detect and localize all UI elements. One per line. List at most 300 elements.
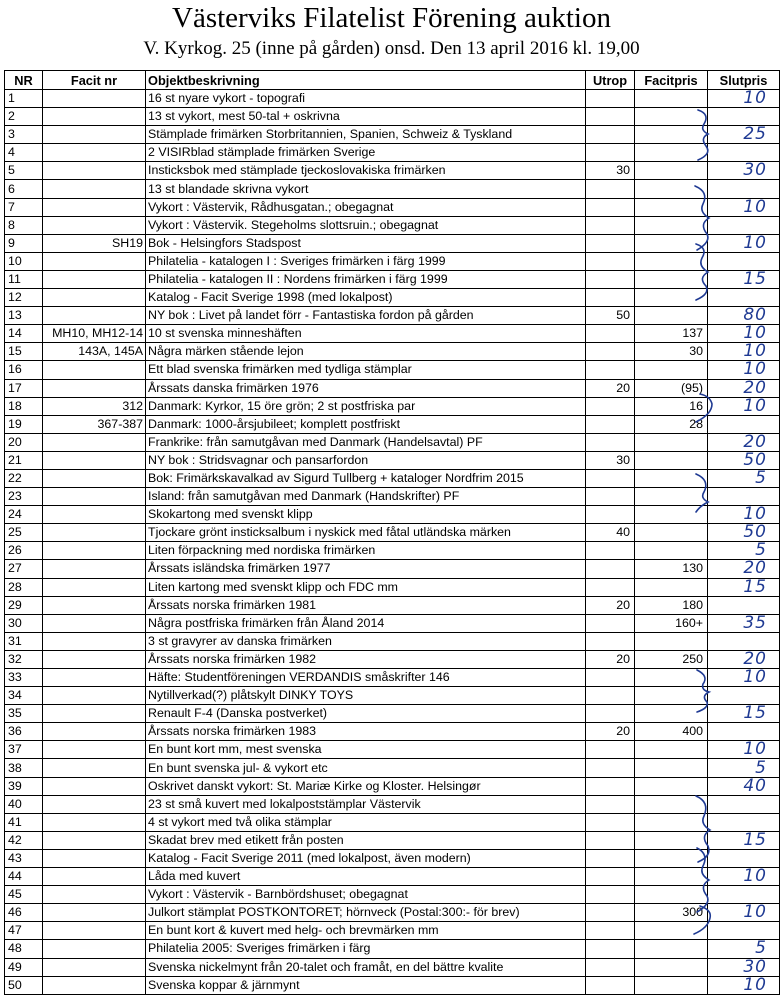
cell-facit bbox=[43, 289, 146, 307]
cell-utrop bbox=[586, 632, 635, 650]
cell-desc: Låda med kuvert bbox=[146, 868, 586, 886]
cell-slut bbox=[708, 216, 780, 234]
cell-facit bbox=[43, 270, 146, 288]
cell-slut: 10 bbox=[708, 506, 780, 524]
cell-fpris bbox=[635, 795, 708, 813]
cell-utrop bbox=[586, 795, 635, 813]
cell-desc: Bok: Frimärkskavalkad av Sigurd Tullberg + kataloger Nordfrim 2015 bbox=[146, 469, 586, 487]
cell-slut: 10 bbox=[708, 343, 780, 361]
cell-slut: 20 bbox=[708, 650, 780, 668]
cell-utrop bbox=[586, 777, 635, 795]
cell-desc: Oskrivet danskt vykort: St. Mariæ Kirke og Kloster. Helsingør bbox=[146, 777, 586, 795]
cell-desc: 23 st små kuvert med lokalpoststämplar Västervik bbox=[146, 795, 586, 813]
cell-facit bbox=[43, 596, 146, 614]
cell-nr: 31 bbox=[5, 632, 43, 650]
cell-slut bbox=[708, 795, 780, 813]
table-row bbox=[5, 307, 780, 325]
table-row bbox=[5, 669, 780, 687]
table-row bbox=[5, 108, 780, 126]
cell-nr: 17 bbox=[5, 379, 43, 397]
table-row bbox=[5, 252, 780, 270]
cell-nr: 41 bbox=[5, 813, 43, 831]
cell-utrop bbox=[586, 90, 635, 108]
table-row bbox=[5, 868, 780, 886]
table-row bbox=[5, 379, 780, 397]
cell-desc: Årssats danska frimärken 1976 bbox=[146, 379, 586, 397]
cell-facit bbox=[43, 180, 146, 198]
cell-utrop bbox=[586, 976, 635, 994]
cell-slut: 10 bbox=[708, 868, 780, 886]
cell-utrop bbox=[586, 433, 635, 451]
cell-fpris bbox=[635, 849, 708, 867]
cell-utrop bbox=[586, 108, 635, 126]
cell-fpris bbox=[635, 180, 708, 198]
table-row bbox=[5, 397, 780, 415]
cell-fpris: 30 bbox=[635, 343, 708, 361]
table-row bbox=[5, 705, 780, 723]
cell-utrop bbox=[586, 198, 635, 216]
cell-nr: 45 bbox=[5, 886, 43, 904]
cell-utrop bbox=[586, 144, 635, 162]
header-row bbox=[5, 71, 780, 90]
cell-slut bbox=[708, 180, 780, 198]
cell-facit bbox=[43, 650, 146, 668]
cell-slut: 50 bbox=[708, 524, 780, 542]
cell-desc: En bunt kort & kuvert med helg- och brevmärken mm bbox=[146, 922, 586, 940]
table-row bbox=[5, 343, 780, 361]
cell-utrop bbox=[586, 234, 635, 252]
cell-facit bbox=[43, 976, 146, 994]
cell-slut bbox=[708, 687, 780, 705]
table-row bbox=[5, 940, 780, 958]
cell-fpris bbox=[635, 234, 708, 252]
table-row bbox=[5, 795, 780, 813]
cell-nr: 39 bbox=[5, 777, 43, 795]
cell-desc: Liten förpackning med nordiska frimärken bbox=[146, 542, 586, 560]
page-title: Västerviks Filatelist Förening auktion bbox=[172, 2, 611, 34]
cell-slut bbox=[708, 922, 780, 940]
cell-fpris: 137 bbox=[635, 325, 708, 343]
cell-slut: 10 bbox=[708, 361, 780, 379]
cell-fpris bbox=[635, 216, 708, 234]
cell-desc: Tjockare grönt insticksalbum i nyskick med fåtal utländska märken bbox=[146, 524, 586, 542]
cell-desc: Stämplade frimärken Storbritannien, Spanien, Schweiz & Tyskland bbox=[146, 126, 586, 144]
cell-slut: 5 bbox=[708, 469, 780, 487]
cell-desc: Häfte: Studentföreningen VERDANDIS småskrifter 146 bbox=[146, 669, 586, 687]
cell-utrop: 20 bbox=[586, 596, 635, 614]
cell-fpris bbox=[635, 506, 708, 524]
cell-facit bbox=[43, 361, 146, 379]
table-row bbox=[5, 777, 780, 795]
cell-slut bbox=[708, 632, 780, 650]
cell-nr: 14 bbox=[5, 325, 43, 343]
cell-slut bbox=[708, 849, 780, 867]
cell-nr: 9 bbox=[5, 234, 43, 252]
cell-fpris bbox=[635, 813, 708, 831]
cell-utrop: 20 bbox=[586, 723, 635, 741]
cell-facit bbox=[43, 560, 146, 578]
cell-utrop bbox=[586, 180, 635, 198]
cell-fpris: 250 bbox=[635, 650, 708, 668]
cell-desc: Några märken stående lejon bbox=[146, 343, 586, 361]
cell-nr: 32 bbox=[5, 650, 43, 668]
cell-slut: 30 bbox=[708, 958, 780, 976]
cell-nr: 24 bbox=[5, 506, 43, 524]
cell-fpris bbox=[635, 669, 708, 687]
cell-nr: 42 bbox=[5, 831, 43, 849]
cell-facit bbox=[43, 723, 146, 741]
table-row bbox=[5, 596, 780, 614]
cell-slut bbox=[708, 108, 780, 126]
cell-facit bbox=[43, 632, 146, 650]
cell-facit bbox=[43, 126, 146, 144]
cell-utrop bbox=[586, 687, 635, 705]
cell-desc: Insticksbok med stämplade tjeckoslovakiska frimärken bbox=[146, 162, 586, 180]
cell-fpris bbox=[635, 687, 708, 705]
cell-utrop bbox=[586, 669, 635, 687]
cell-nr: 6 bbox=[5, 180, 43, 198]
table-row bbox=[5, 289, 780, 307]
cell-fpris bbox=[635, 976, 708, 994]
cell-facit bbox=[43, 433, 146, 451]
cell-desc: 4 st vykort med två olika stämplar bbox=[146, 813, 586, 831]
table-row bbox=[5, 524, 780, 542]
cell-fpris bbox=[635, 940, 708, 958]
cell-facit bbox=[43, 469, 146, 487]
table-row bbox=[5, 741, 780, 759]
cell-fpris bbox=[635, 451, 708, 469]
cell-fpris: 16 bbox=[635, 397, 708, 415]
cell-fpris: (95) bbox=[635, 379, 708, 397]
cell-slut: 10 bbox=[708, 397, 780, 415]
cell-slut: 10 bbox=[708, 90, 780, 108]
cell-utrop bbox=[586, 813, 635, 831]
cell-facit bbox=[43, 958, 146, 976]
cell-nr: 18 bbox=[5, 397, 43, 415]
cell-nr: 36 bbox=[5, 723, 43, 741]
table-row bbox=[5, 723, 780, 741]
cell-nr: 20 bbox=[5, 433, 43, 451]
cell-desc: Liten kartong med svenskt klipp och FDC mm bbox=[146, 578, 586, 596]
cell-slut: 10 bbox=[708, 669, 780, 687]
cell-facit: 312 bbox=[43, 397, 146, 415]
cell-desc: Bok - Helsingfors Stadspost bbox=[146, 234, 586, 252]
table-row bbox=[5, 849, 780, 867]
cell-slut: 15 bbox=[708, 705, 780, 723]
table-row bbox=[5, 632, 780, 650]
cell-desc: Några postfriska frimärken från Åland 2014 bbox=[146, 614, 586, 632]
cell-desc: Vykort : Västervik, Rådhusgatan.; obegagnat bbox=[146, 198, 586, 216]
cell-utrop bbox=[586, 469, 635, 487]
cell-fpris: 180 bbox=[635, 596, 708, 614]
cell-fpris: 28 bbox=[635, 415, 708, 433]
page-subtitle: V. Kyrkog. 25 (inne på gården) onsd. Den 13 april 2016 kl. 19,00 bbox=[143, 38, 640, 59]
table-row bbox=[5, 578, 780, 596]
cell-utrop bbox=[586, 270, 635, 288]
cell-fpris: 300 bbox=[635, 904, 708, 922]
cell-utrop bbox=[586, 415, 635, 433]
cell-slut: 35 bbox=[708, 614, 780, 632]
cell-facit bbox=[43, 705, 146, 723]
cell-desc: Ett blad svenska frimärken med tydliga stämplar bbox=[146, 361, 586, 379]
cell-nr: 38 bbox=[5, 759, 43, 777]
cell-desc: Nytillverkad(?) plåtskylt DINKY TOYS bbox=[146, 687, 586, 705]
cell-fpris bbox=[635, 252, 708, 270]
cell-nr: 13 bbox=[5, 307, 43, 325]
cell-desc: Katalog - Facit Sverige 1998 (med lokalpost) bbox=[146, 289, 586, 307]
cell-utrop: 20 bbox=[586, 379, 635, 397]
cell-desc: 3 st gravyrer av danska frimärken bbox=[146, 632, 586, 650]
cell-utrop bbox=[586, 922, 635, 940]
cell-utrop bbox=[586, 904, 635, 922]
cell-facit bbox=[43, 524, 146, 542]
cell-nr: 12 bbox=[5, 289, 43, 307]
cell-desc: Årssats norska frimärken 1981 bbox=[146, 596, 586, 614]
table-row bbox=[5, 542, 780, 560]
cell-fpris bbox=[635, 831, 708, 849]
cell-slut: 20 bbox=[708, 560, 780, 578]
cell-nr: 28 bbox=[5, 578, 43, 596]
cell-utrop: 50 bbox=[586, 307, 635, 325]
cell-slut: 10 bbox=[708, 234, 780, 252]
table-row bbox=[5, 813, 780, 831]
cell-desc: En bunt svenska jul- & vykort etc bbox=[146, 759, 586, 777]
cell-fpris bbox=[635, 958, 708, 976]
cell-fpris bbox=[635, 524, 708, 542]
cell-slut: 15 bbox=[708, 270, 780, 288]
cell-nr: 48 bbox=[5, 940, 43, 958]
cell-facit bbox=[43, 252, 146, 270]
cell-nr: 22 bbox=[5, 469, 43, 487]
cell-facit bbox=[43, 741, 146, 759]
col-header-nr: NR bbox=[5, 71, 43, 90]
cell-nr: 46 bbox=[5, 904, 43, 922]
cell-fpris: 160+ bbox=[635, 614, 708, 632]
cell-fpris bbox=[635, 886, 708, 904]
cell-nr: 25 bbox=[5, 524, 43, 542]
cell-desc: Skokartong med svenskt klipp bbox=[146, 506, 586, 524]
cell-desc: Renault F-4 (Danska postverket) bbox=[146, 705, 586, 723]
table-row bbox=[5, 759, 780, 777]
cell-slut bbox=[708, 813, 780, 831]
col-header-utrop: Utrop bbox=[586, 71, 635, 90]
cell-desc: 16 st nyare vykort - topografi bbox=[146, 90, 586, 108]
cell-nr: 8 bbox=[5, 216, 43, 234]
table-row bbox=[5, 614, 780, 632]
table-row bbox=[5, 198, 780, 216]
cell-nr: 1 bbox=[5, 90, 43, 108]
cell-nr: 50 bbox=[5, 976, 43, 994]
table-row bbox=[5, 560, 780, 578]
cell-facit bbox=[43, 451, 146, 469]
cell-utrop bbox=[586, 868, 635, 886]
cell-nr: 15 bbox=[5, 343, 43, 361]
cell-fpris bbox=[635, 488, 708, 506]
cell-slut bbox=[708, 596, 780, 614]
cell-nr: 35 bbox=[5, 705, 43, 723]
cell-desc: Vykort : Västervik. Stegeholms slottsruin.; obegagnat bbox=[146, 216, 586, 234]
cell-desc: 2 VISIRblad stämplade frimärken Sverige bbox=[146, 144, 586, 162]
cell-nr: 7 bbox=[5, 198, 43, 216]
cell-slut bbox=[708, 415, 780, 433]
cell-fpris bbox=[635, 162, 708, 180]
cell-desc: Årssats norska frimärken 1983 bbox=[146, 723, 586, 741]
cell-nr: 47 bbox=[5, 922, 43, 940]
table-row bbox=[5, 234, 780, 252]
cell-utrop bbox=[586, 488, 635, 506]
cell-nr: 29 bbox=[5, 596, 43, 614]
cell-utrop bbox=[586, 361, 635, 379]
table-row bbox=[5, 270, 780, 288]
cell-utrop bbox=[586, 252, 635, 270]
cell-facit bbox=[43, 669, 146, 687]
cell-facit bbox=[43, 759, 146, 777]
cell-fpris bbox=[635, 144, 708, 162]
cell-slut: 20 bbox=[708, 379, 780, 397]
cell-desc: Svenska koppar & järnmynt bbox=[146, 976, 586, 994]
cell-facit bbox=[43, 777, 146, 795]
cell-fpris bbox=[635, 198, 708, 216]
cell-nr: 16 bbox=[5, 361, 43, 379]
cell-fpris bbox=[635, 542, 708, 560]
cell-facit bbox=[43, 940, 146, 958]
cell-slut: 5 bbox=[708, 542, 780, 560]
cell-fpris bbox=[635, 578, 708, 596]
table-row bbox=[5, 361, 780, 379]
table-row bbox=[5, 162, 780, 180]
cell-facit: MH10, MH12-14 bbox=[43, 325, 146, 343]
cell-facit bbox=[43, 506, 146, 524]
cell-slut: 30 bbox=[708, 162, 780, 180]
cell-facit bbox=[43, 488, 146, 506]
cell-nr: 10 bbox=[5, 252, 43, 270]
table-row bbox=[5, 886, 780, 904]
table-row bbox=[5, 976, 780, 994]
cell-slut: 80 bbox=[708, 307, 780, 325]
cell-desc: NY bok : Livet på landet förr - Fantastiska fordon på gården bbox=[146, 307, 586, 325]
cell-facit bbox=[43, 108, 146, 126]
col-header-slut: Slutpris bbox=[708, 71, 780, 90]
table-row bbox=[5, 216, 780, 234]
cell-facit: 367-387 bbox=[43, 415, 146, 433]
table-row bbox=[5, 922, 780, 940]
cell-utrop bbox=[586, 940, 635, 958]
cell-facit bbox=[43, 542, 146, 560]
table-row bbox=[5, 126, 780, 144]
cell-desc: En bunt kort mm, mest svenska bbox=[146, 741, 586, 759]
cell-fpris bbox=[635, 433, 708, 451]
cell-facit bbox=[43, 144, 146, 162]
cell-nr: 26 bbox=[5, 542, 43, 560]
cell-utrop bbox=[586, 216, 635, 234]
cell-facit bbox=[43, 90, 146, 108]
cell-slut: 20 bbox=[708, 433, 780, 451]
cell-slut: 25 bbox=[708, 126, 780, 144]
cell-slut bbox=[708, 144, 780, 162]
cell-utrop: 40 bbox=[586, 524, 635, 542]
cell-facit bbox=[43, 216, 146, 234]
cell-slut: 10 bbox=[708, 904, 780, 922]
cell-slut: 5 bbox=[708, 940, 780, 958]
cell-desc: 13 st vykort, mest 50-tal + oskrivna bbox=[146, 108, 586, 126]
table-row bbox=[5, 506, 780, 524]
cell-utrop bbox=[586, 831, 635, 849]
cell-facit bbox=[43, 198, 146, 216]
cell-slut: 10 bbox=[708, 741, 780, 759]
cell-facit: 143A, 145A bbox=[43, 343, 146, 361]
cell-slut: 15 bbox=[708, 578, 780, 596]
cell-fpris bbox=[635, 777, 708, 795]
cell-slut: 15 bbox=[708, 831, 780, 849]
cell-utrop bbox=[586, 759, 635, 777]
table-row bbox=[5, 469, 780, 487]
table-row bbox=[5, 144, 780, 162]
cell-fpris bbox=[635, 108, 708, 126]
cell-slut bbox=[708, 252, 780, 270]
cell-nr: 33 bbox=[5, 669, 43, 687]
cell-facit bbox=[43, 868, 146, 886]
table-row bbox=[5, 904, 780, 922]
cell-utrop bbox=[586, 578, 635, 596]
table-row bbox=[5, 415, 780, 433]
table-row bbox=[5, 958, 780, 976]
cell-nr: 2 bbox=[5, 108, 43, 126]
cell-facit bbox=[43, 614, 146, 632]
cell-fpris bbox=[635, 469, 708, 487]
cell-slut: 10 bbox=[708, 976, 780, 994]
table-row bbox=[5, 180, 780, 198]
cell-desc: Julkort stämplat POSTKONTORET; hörnveck (Postal:300:- för brev) bbox=[146, 904, 586, 922]
cell-facit bbox=[43, 813, 146, 831]
table-row bbox=[5, 451, 780, 469]
cell-utrop bbox=[586, 560, 635, 578]
cell-slut: 10 bbox=[708, 198, 780, 216]
cell-nr: 44 bbox=[5, 868, 43, 886]
cell-nr: 34 bbox=[5, 687, 43, 705]
cell-nr: 19 bbox=[5, 415, 43, 433]
cell-fpris bbox=[635, 868, 708, 886]
cell-nr: 37 bbox=[5, 741, 43, 759]
col-header-facit: Facit nr bbox=[43, 71, 146, 90]
cell-facit bbox=[43, 904, 146, 922]
cell-desc: Vykort : Västervik - Barnbördshuset; obegagnat bbox=[146, 886, 586, 904]
table-row bbox=[5, 488, 780, 506]
cell-fpris bbox=[635, 126, 708, 144]
cell-slut: 40 bbox=[708, 777, 780, 795]
cell-fpris bbox=[635, 90, 708, 108]
cell-facit: SH19 bbox=[43, 234, 146, 252]
cell-utrop bbox=[586, 289, 635, 307]
cell-slut: 10 bbox=[708, 325, 780, 343]
cell-desc: Katalog - Facit Sverige 2011 (med lokalpost, även modern) bbox=[146, 849, 586, 867]
cell-fpris: 130 bbox=[635, 560, 708, 578]
cell-facit bbox=[43, 307, 146, 325]
table-row bbox=[5, 90, 780, 108]
cell-desc: Svenska nickelmynt från 20-talet och framåt, en del bättre kvalite bbox=[146, 958, 586, 976]
table-row bbox=[5, 831, 780, 849]
cell-desc: Philatelia 2005: Sveriges frimärken i färg bbox=[146, 940, 586, 958]
cell-fpris bbox=[635, 361, 708, 379]
cell-nr: 4 bbox=[5, 144, 43, 162]
cell-facit bbox=[43, 379, 146, 397]
cell-desc: Årssats norska frimärken 1982 bbox=[146, 650, 586, 668]
cell-nr: 21 bbox=[5, 451, 43, 469]
cell-desc: Frankrike: från samutgåvan med Danmark (Handelsavtal) PF bbox=[146, 433, 586, 451]
cell-facit bbox=[43, 162, 146, 180]
cell-nr: 40 bbox=[5, 795, 43, 813]
col-header-desc: Objektbeskrivning bbox=[146, 71, 586, 90]
cell-facit bbox=[43, 578, 146, 596]
